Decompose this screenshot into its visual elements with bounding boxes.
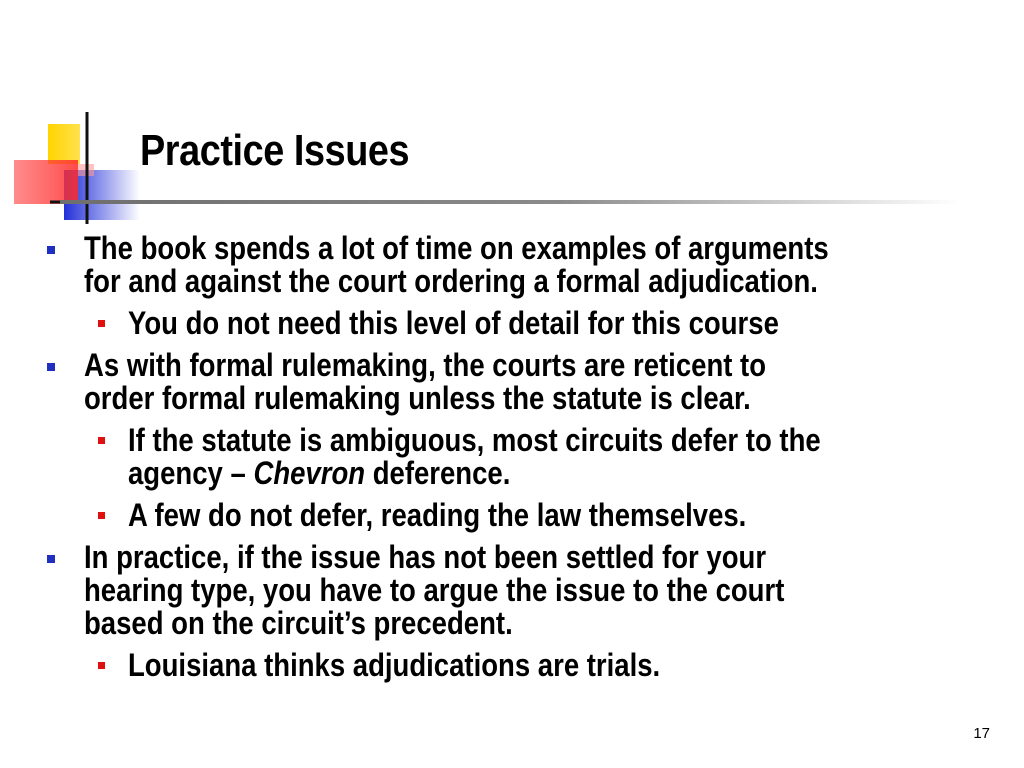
bullet-item <box>84 232 1024 298</box>
bullet-square-icon <box>98 512 105 519</box>
sub-bullet-text-plain-end: deference. <box>365 455 511 491</box>
bullet-square-icon <box>98 662 105 669</box>
sub-bullet-text: A few do not defer, reading the law themselves. <box>128 497 747 533</box>
sub-bullet-text-plain: If the statute is ambiguous, most circuits defer to the agency – <box>128 422 821 491</box>
bullet-list <box>0 232 1024 682</box>
title-decoration <box>0 0 160 240</box>
bullet-text: The book spends a lot of time on examples of arguments for and against the court ordering a formal adjudication. <box>84 230 829 299</box>
page-number: 17 <box>973 725 990 742</box>
bullet-item <box>84 349 1024 415</box>
title-underline <box>60 200 960 204</box>
sub-bullet-item <box>128 424 1024 490</box>
bullet-square-icon <box>47 246 55 254</box>
sub-bullet-text <box>128 424 971 490</box>
bullet-square-icon <box>98 320 105 327</box>
bullet-text: As with formal rulemaking, the courts are reticent to order formal rulemaking unless the statute is clear. <box>84 347 767 416</box>
sub-bullet-item <box>128 499 1024 532</box>
red-square <box>14 160 78 204</box>
sub-bullet-item <box>128 307 1024 340</box>
yellow-square <box>48 124 80 164</box>
sub-bullet-text: You do not need this level of detail for this course <box>128 305 779 341</box>
sub-bullet-text: Louisiana thinks adjudications are trials. <box>128 647 661 683</box>
bullet-text: In practice, if the issue has not been settled for your hearing type, you have to argue the issue to the court based on the circuit’s precedent. <box>84 539 785 641</box>
bullet-square-icon <box>98 437 105 444</box>
bullet-square-icon <box>47 363 55 371</box>
sub-bullet-item <box>128 649 1024 682</box>
bullet-square-icon <box>47 555 55 563</box>
case-name-italic: Chevron <box>253 455 366 491</box>
bullet-item <box>84 541 1024 640</box>
slide-title: Practice Issues <box>140 126 410 175</box>
